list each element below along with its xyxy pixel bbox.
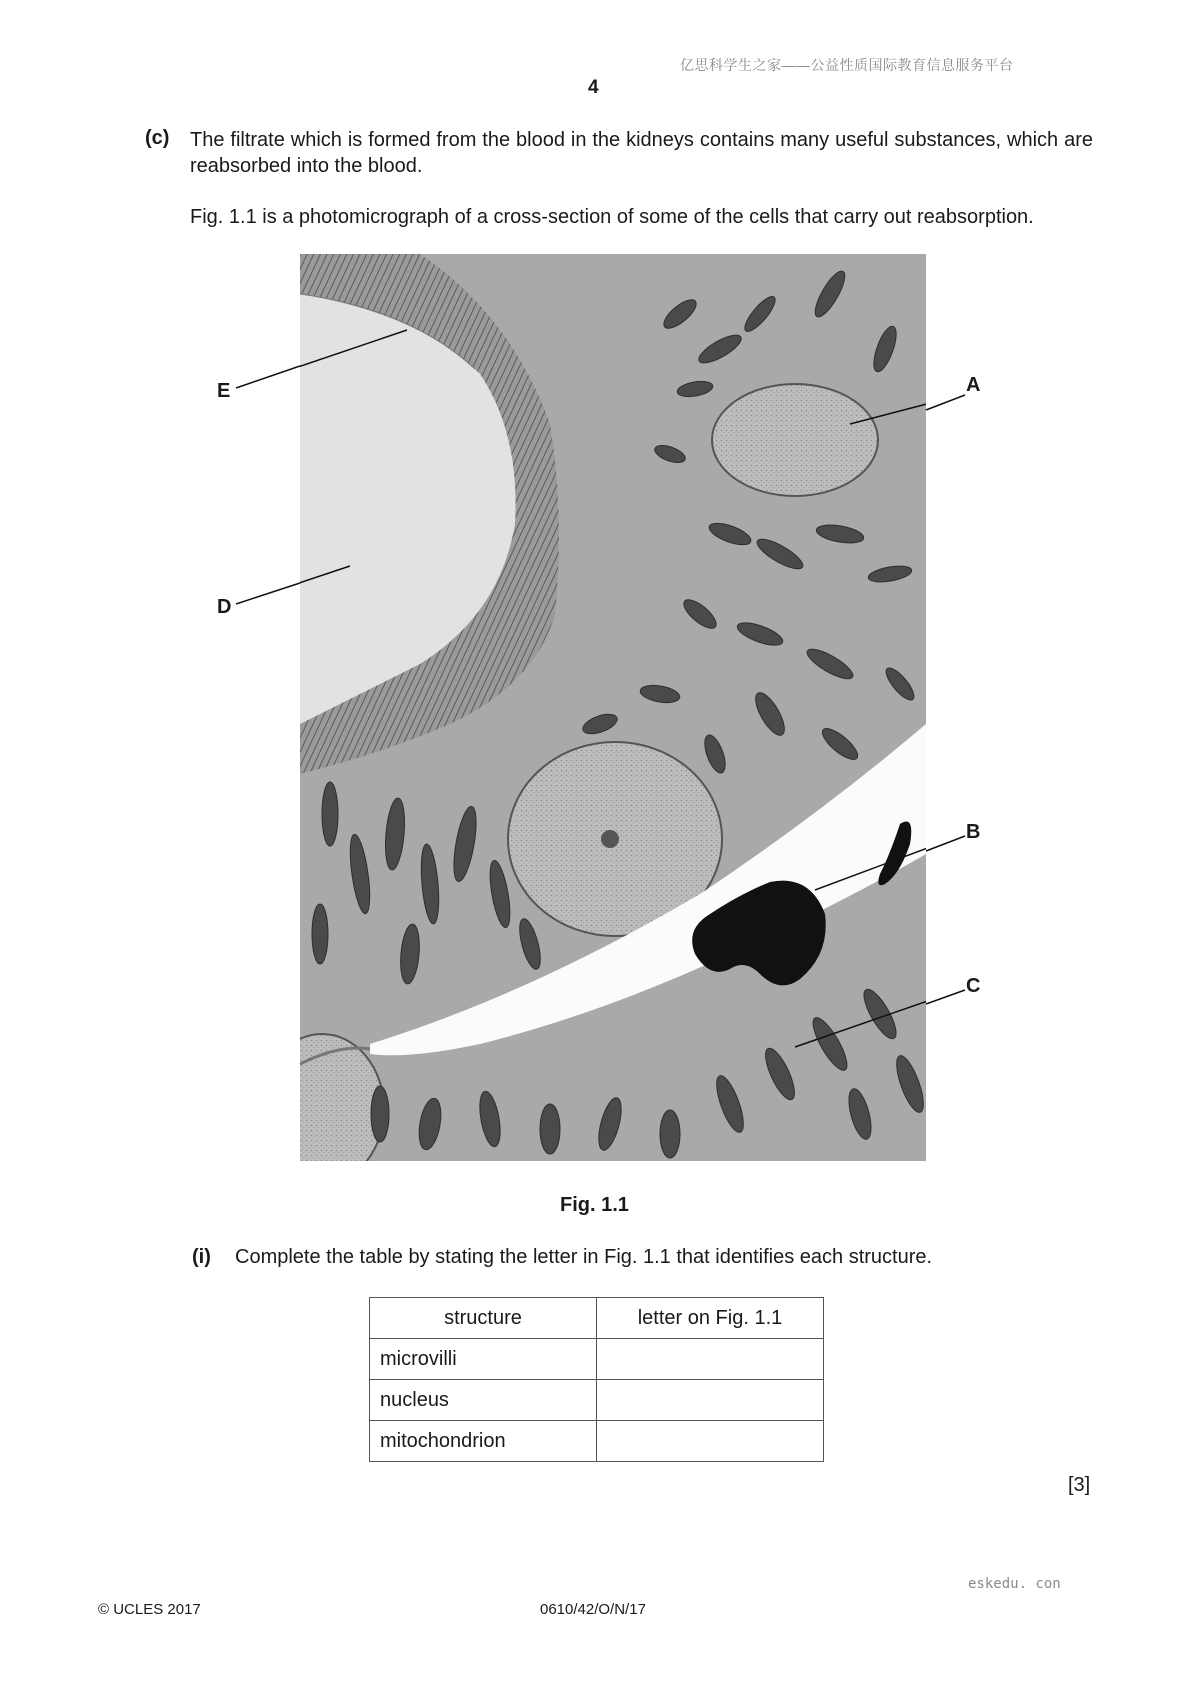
structure-cell: microvilli: [370, 1339, 597, 1380]
figure-intro-text: Fig. 1.1 is a photomicrograph of a cross-section of some of the cells that carry out reabsorption.: [190, 206, 1034, 228]
header-watermark: 亿思科学生之家——公益性质国际教育信息服务平台: [680, 57, 1014, 73]
structure-cell: nucleus: [370, 1380, 597, 1421]
figure-label-d: D: [217, 596, 232, 618]
subquestion-text: Complete the table by stating the letter in Fig. 1.1 that identifies each structure.: [235, 1246, 933, 1268]
table-header-letter: letter on Fig. 1.1: [597, 1298, 824, 1339]
footer-paper-code: 0610/42/O/N/17: [540, 1601, 646, 1618]
table-row: [370, 1421, 824, 1462]
figure-label-e: E: [217, 380, 231, 402]
photomicrograph: [300, 254, 926, 1161]
answer-table: [369, 1297, 824, 1462]
table-row: [370, 1339, 824, 1380]
footer-watermark: eskedu. con: [968, 1576, 1061, 1592]
structure-cell: mitochondrion: [370, 1421, 597, 1462]
figure-label-c: C: [966, 975, 981, 997]
answer-cell[interactable]: [597, 1380, 824, 1421]
table-row: [370, 1380, 824, 1421]
figure-label-a: A: [966, 374, 981, 396]
table-header-structure: structure: [370, 1298, 597, 1339]
question-part-label: (c): [145, 127, 170, 149]
figure-label-b: B: [966, 821, 981, 843]
nucleus-upper: [712, 384, 878, 496]
answer-cell[interactable]: [597, 1421, 824, 1462]
figure-caption: Fig. 1.1: [560, 1194, 629, 1216]
page-number: 4: [588, 77, 599, 98]
footer-copyright: © UCLES 2017: [98, 1601, 201, 1618]
marks-allocation: [3]: [1068, 1474, 1091, 1496]
answer-cell[interactable]: [597, 1339, 824, 1380]
question-text: The filtrate which is formed from the blood in the kidneys contains many useful substances, which are reabsorbed into the blood.: [190, 129, 1093, 177]
table-header-row: [370, 1298, 824, 1339]
subquestion-label: (i): [192, 1246, 211, 1268]
